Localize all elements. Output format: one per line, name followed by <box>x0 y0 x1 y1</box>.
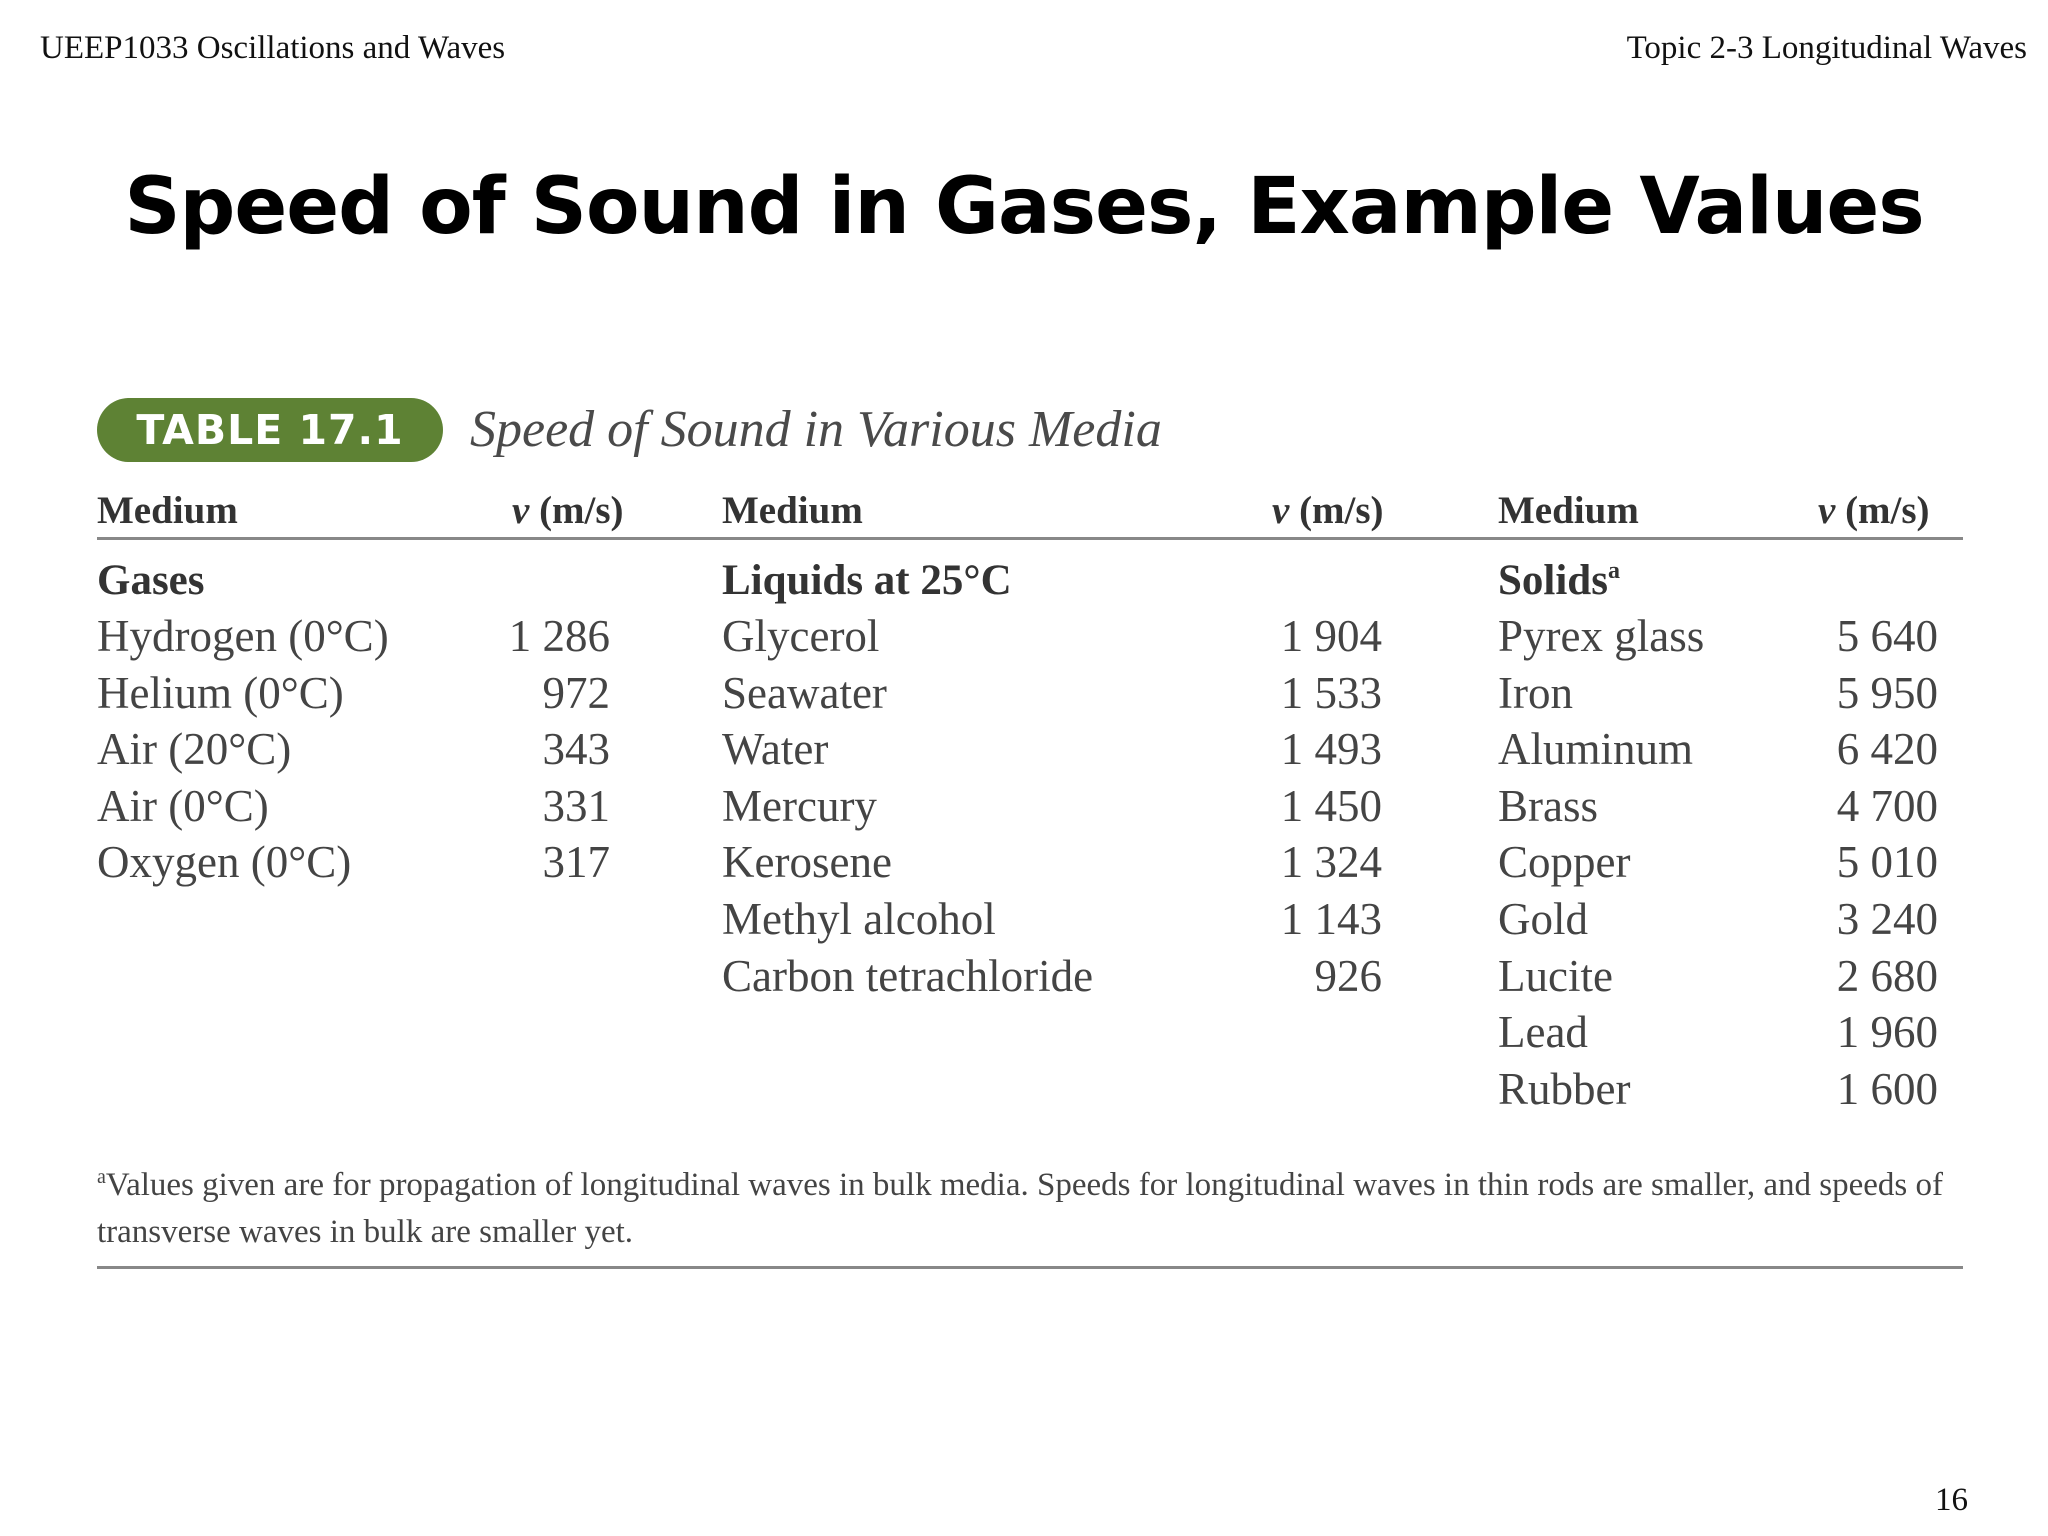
category-solids <box>1498 556 1620 605</box>
speed-value: 5 950 <box>1836 667 1938 718</box>
table-row <box>722 608 1382 665</box>
table-caption: Speed of Sound in Various Media <box>470 401 1162 458</box>
table-row <box>1498 834 1938 891</box>
table-row <box>1498 665 1938 722</box>
table-row <box>722 834 1382 891</box>
category-liquids: Liquids at 25°C <box>722 557 1012 604</box>
page-number: 16 <box>1935 1482 1968 1518</box>
speed-value: 3 240 <box>1836 893 1938 944</box>
speed-value: 1 960 <box>1836 1007 1938 1058</box>
speed-value: 1 904 <box>1280 611 1382 661</box>
speed-symbol: v <box>512 489 530 532</box>
speed-value: 2 680 <box>1836 950 1938 1001</box>
gases-list <box>97 608 610 891</box>
medium-name: Iron <box>1498 667 1573 718</box>
table-row <box>1498 778 1938 835</box>
speed-value: 1 600 <box>1836 1063 1938 1114</box>
medium-name: Kerosene <box>722 837 892 888</box>
table-row <box>1498 948 1938 1005</box>
col-header-speed-liquids <box>1272 488 1384 533</box>
medium-name: Seawater <box>722 667 887 718</box>
table-row <box>722 778 1382 835</box>
speed-value: 1 286 <box>508 611 610 661</box>
table-row <box>722 948 1382 1005</box>
table-row <box>1498 1004 1938 1061</box>
medium-name: Glycerol <box>722 611 880 661</box>
speed-value: 1 324 <box>1280 837 1382 888</box>
col-header-medium-gases: Medium <box>97 489 238 532</box>
slide-title: Speed of Sound in Gases, Example Values <box>124 162 1924 252</box>
col-header-speed-gases <box>512 488 624 533</box>
speed-value: 972 <box>542 667 610 718</box>
medium-name: Air (0°C) <box>97 780 269 831</box>
speed-value: 5 010 <box>1836 837 1938 888</box>
header-course-title: UEEP1033 Oscillations and Waves <box>40 30 506 66</box>
category-gases: Gases <box>97 557 205 604</box>
speed-value: 343 <box>542 724 610 775</box>
medium-name: Lucite <box>1498 950 1613 1001</box>
medium-name: Gold <box>1498 893 1588 944</box>
footnote-text: Values given are for propagation of longitudinal waves in bulk media. Speeds for longitudinal waves in thin rods are smaller, and speeds of transverse waves in bulk are smaller yet. <box>97 1167 1943 1250</box>
footnote-marker: a <box>97 1166 106 1188</box>
col-header-speed-solids <box>1818 488 1930 533</box>
header-topic-title: Topic 2-3 Longitudinal Waves <box>1626 30 2027 66</box>
speed-unit: (m/s) <box>529 489 624 532</box>
table-row <box>1498 1061 1938 1118</box>
medium-name: Aluminum <box>1498 724 1694 775</box>
table-row <box>97 721 610 778</box>
medium-name: Brass <box>1498 780 1598 831</box>
medium-name: Hydrogen (0°C) <box>97 611 389 661</box>
table-row <box>722 891 1382 948</box>
table-row <box>722 721 1382 778</box>
table-row <box>1498 891 1938 948</box>
speed-unit: (m/s) <box>1835 489 1930 532</box>
table-footnote <box>97 1162 1963 1256</box>
speed-value: 4 700 <box>1836 780 1938 831</box>
speed-value: 1 493 <box>1280 724 1382 775</box>
medium-name: Pyrex glass <box>1498 611 1705 661</box>
medium-name: Carbon tetrachloride <box>722 950 1094 1001</box>
speed-value: 1 450 <box>1280 780 1382 831</box>
speed-unit: (m/s) <box>1289 489 1384 532</box>
medium-name: Copper <box>1498 837 1631 888</box>
solids-list <box>1498 608 1938 1117</box>
table-row <box>97 778 610 835</box>
footnote-marker: a <box>1607 558 1620 584</box>
medium-name: Mercury <box>722 780 877 831</box>
table-row <box>97 834 610 891</box>
table-row <box>1498 608 1938 665</box>
table-bottom-rule <box>97 1266 1963 1269</box>
speed-value: 926 <box>1314 950 1382 1001</box>
medium-name: Oxygen (0°C) <box>97 837 352 888</box>
speed-value: 6 420 <box>1836 724 1938 775</box>
table-row <box>97 665 610 722</box>
medium-name: Air (20°C) <box>97 724 292 775</box>
speed-value: 331 <box>542 780 610 831</box>
speed-value: 5 640 <box>1836 611 1938 661</box>
speed-value: 317 <box>542 837 610 888</box>
table-row <box>1498 721 1938 778</box>
col-header-medium-solids: Medium <box>1498 489 1639 532</box>
medium-name: Water <box>722 724 829 775</box>
category-solids-label: Solids <box>1498 557 1608 604</box>
table-top-rule <box>97 537 1963 540</box>
speed-symbol: v <box>1272 489 1290 532</box>
medium-name: Lead <box>1498 1007 1588 1058</box>
medium-name: Methyl alcohol <box>722 893 996 944</box>
speed-value: 1 533 <box>1280 667 1382 718</box>
liquids-list <box>722 608 1382 1004</box>
table-row <box>97 608 610 665</box>
col-header-medium-liquids: Medium <box>722 489 863 532</box>
medium-name: Rubber <box>1498 1063 1631 1114</box>
medium-name: Helium (0°C) <box>97 667 344 718</box>
speed-value: 1 143 <box>1280 893 1382 944</box>
table-row <box>722 665 1382 722</box>
table-number-badge: TABLE 17.1 <box>97 398 443 462</box>
speed-symbol: v <box>1818 489 1836 532</box>
